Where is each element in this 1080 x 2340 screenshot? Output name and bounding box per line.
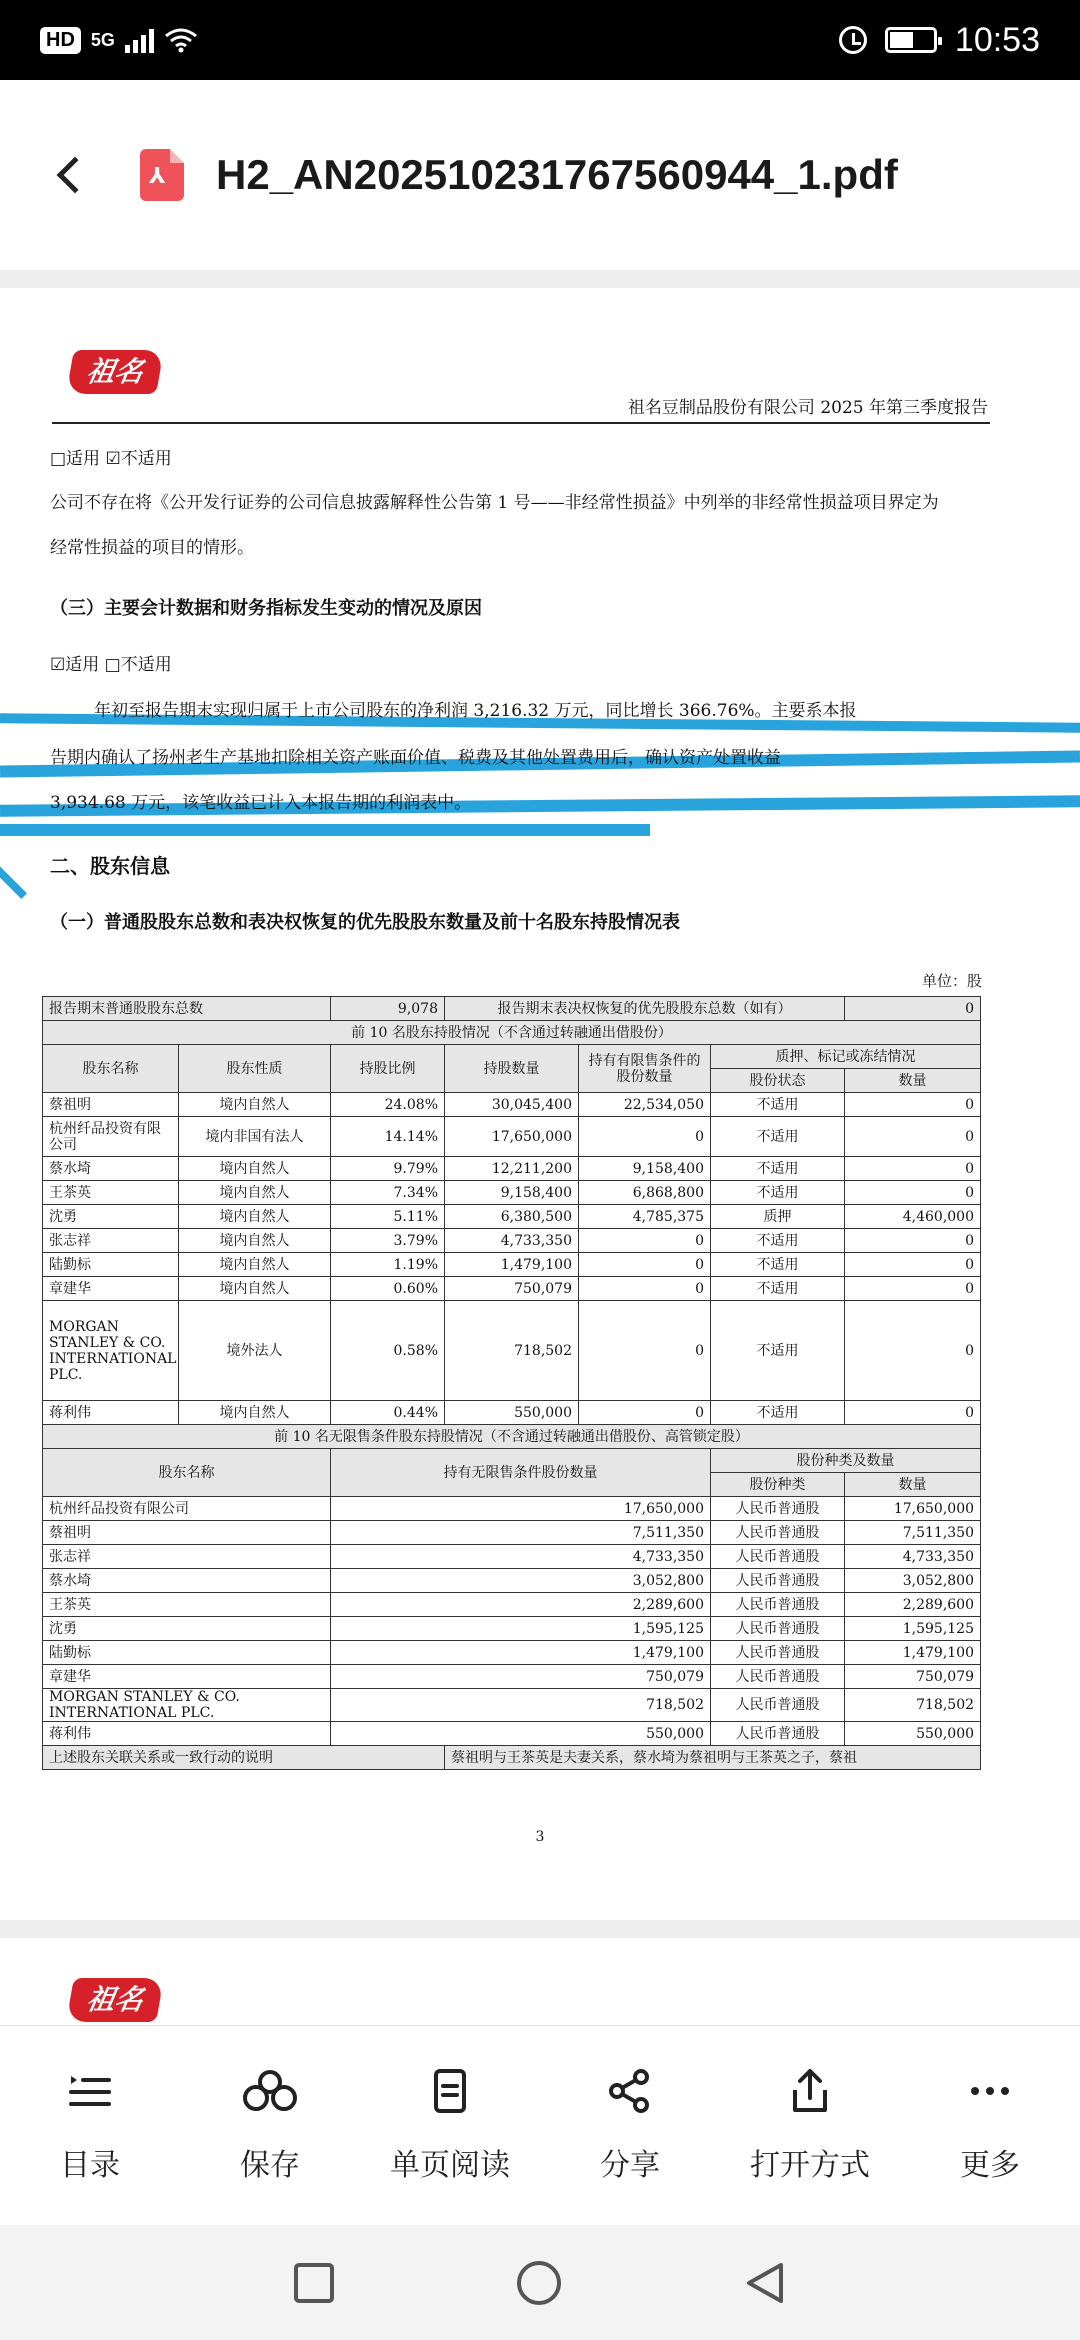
table-row (43, 1722, 981, 1746)
table-cell: 前 10 名无限售条件股东持股情况（不含通过转融通出借股份、高管锁定股） (43, 1425, 981, 1449)
table-cell: 不适用 (711, 1093, 845, 1117)
table-cell: 王茶英 (43, 1593, 331, 1617)
table-cell: 蔡水埼 (43, 1569, 331, 1593)
table-cell: 17,650,000 (331, 1497, 711, 1521)
toolbar-open-with-button[interactable] (720, 2026, 900, 2225)
paragraph-2b: 告期内确认了扬州老生产基地扣除相关资产账面价值、税费及其他处置费用后，确认资产处置收益 (50, 748, 781, 768)
table-cell: 沈勇 (43, 1617, 331, 1641)
table-cell: 蔡水埼 (43, 1157, 179, 1181)
table-row (43, 1425, 981, 1449)
bottom-toolbar (0, 2025, 1080, 2225)
system-navigation-bar (0, 2225, 1080, 2340)
table-cell: 持股比例 (331, 1045, 445, 1093)
status-bar (0, 0, 1080, 80)
table-cell: 1.19% (331, 1253, 445, 1277)
table-cell: 0 (845, 997, 981, 1021)
table-row (43, 1593, 981, 1617)
table-cell: 4,733,350 (845, 1545, 981, 1569)
table-cell: 12,211,200 (445, 1157, 579, 1181)
table-cell: 境内自然人 (179, 1181, 331, 1205)
table-cell: 0 (845, 1093, 981, 1117)
table-cell: 前 10 名股东持股情况（不含通过转融通出借股份） (43, 1021, 981, 1045)
table-cell: 4,460,000 (845, 1205, 981, 1229)
table-cell: 0 (579, 1253, 711, 1277)
table-row (43, 1157, 981, 1181)
toolbar-toc-button[interactable] (0, 2026, 180, 2225)
table-cell: 不适用 (711, 1401, 845, 1425)
table-cell: 张志祥 (43, 1545, 331, 1569)
table-cell: 沈勇 (43, 1205, 179, 1229)
table-cell: 750,079 (845, 1665, 981, 1689)
table-row (43, 1401, 981, 1425)
table-cell: 550,000 (331, 1722, 711, 1746)
table-cell: 不适用 (711, 1253, 845, 1277)
table-cell: 王茶英 (43, 1181, 179, 1205)
table-cell: 14.14% (331, 1117, 445, 1157)
table-cell: 0.44% (331, 1401, 445, 1425)
table-cell: 不适用 (711, 1117, 845, 1157)
table-cell: 0 (845, 1229, 981, 1253)
table-cell: 0.58% (331, 1301, 445, 1401)
table-cell: 3.79% (331, 1229, 445, 1253)
company-logo: 祖名 (66, 350, 164, 394)
table-row (43, 1569, 981, 1593)
back-button[interactable] (0, 105, 140, 245)
table-cell: 人民币普通股 (711, 1617, 845, 1641)
table-cell: 0 (845, 1181, 981, 1205)
toolbar-share-label: 分享 (600, 2147, 660, 2183)
table-cell: 人民币普通股 (711, 1689, 845, 1722)
wifi-icon (164, 27, 198, 53)
recent-apps-icon[interactable] (293, 2262, 335, 2304)
list-icon (67, 2068, 113, 2114)
table-cell: 章建华 (43, 1277, 179, 1301)
table-cell: 24.08% (331, 1093, 445, 1117)
table-cell: 杭州纤品投资有限公司 (43, 1497, 331, 1521)
table-row (43, 1689, 981, 1722)
pdf-file-icon: ⅄ (140, 149, 184, 201)
section-title-shareholders: 二、股东信息 (50, 854, 170, 878)
table-cell: 不适用 (711, 1157, 845, 1181)
table-cell: 陆勤标 (43, 1641, 331, 1665)
battery-icon (885, 27, 937, 53)
table-row (43, 1497, 981, 1521)
table-cell: 3,052,800 (331, 1569, 711, 1593)
page-number: 3 (535, 1829, 545, 1845)
applicable-line-1: □适用 ☑不适用 (50, 449, 172, 469)
table-cell: 持股数量 (445, 1045, 579, 1093)
table-row (43, 1665, 981, 1689)
table-cell: 4,733,350 (445, 1229, 579, 1253)
back-chevron-icon (57, 157, 94, 194)
single-page-icon (427, 2068, 473, 2114)
table-cell: 数量 (845, 1069, 981, 1093)
table-cell: 22,534,050 (579, 1093, 711, 1117)
table-cell: 4,785,375 (579, 1205, 711, 1229)
table-cell: 境内自然人 (179, 1401, 331, 1425)
table-cell: 0 (845, 1117, 981, 1157)
table-cell: 境内自然人 (179, 1157, 331, 1181)
more-icon (967, 2068, 1013, 2114)
table-cell: 报告期末表决权恢复的优先股股东总数（如有） (445, 997, 845, 1021)
table-cell: 报告期末普通股股东总数 (43, 997, 331, 1021)
toolbar-single-page-button[interactable] (360, 2026, 540, 2225)
table-cell: 境内自然人 (179, 1093, 331, 1117)
table-cell: 0 (845, 1157, 981, 1181)
clock: 10:53 (954, 20, 1040, 59)
table-cell: 0 (579, 1301, 711, 1401)
table-row (43, 1746, 981, 1770)
table-cell: 股份种类及数量 (711, 1449, 981, 1473)
table-cell: 550,000 (845, 1722, 981, 1746)
table-cell: 9.79% (331, 1157, 445, 1181)
pdf-viewer[interactable] (0, 270, 1080, 2025)
table-cell: 人民币普通股 (711, 1569, 845, 1593)
table-cell: 境内自然人 (179, 1253, 331, 1277)
table-cell: 5.11% (331, 1205, 445, 1229)
network-type: 5G (90, 30, 115, 50)
table-cell: 蒋利伟 (43, 1401, 179, 1425)
table-cell: 蔡祖明 (43, 1093, 179, 1117)
table-cell: 718,502 (445, 1301, 579, 1401)
company-logo: 祖名 (66, 1978, 164, 2022)
table-cell: 质押、标记或冻结情况 (711, 1045, 981, 1069)
table-cell: 7,511,350 (845, 1521, 981, 1545)
table-cell: 718,502 (331, 1689, 711, 1722)
table-cell: 1,595,125 (845, 1617, 981, 1641)
table-cell: 0 (579, 1117, 711, 1157)
hd-badge: HD (40, 27, 81, 54)
table-cell: 蒋利伟 (43, 1722, 331, 1746)
table-cell: 不适用 (711, 1301, 845, 1401)
report-header-text: 祖名豆制品股份有限公司 2025 年第三季度报告 (627, 398, 988, 418)
paragraph-1a: 公司不存在将《公开发行证券的公司信息披露解释性公告第 1 号——非经常性损益》中列举的非经常性损益项目界定为 (50, 493, 939, 513)
table-cell: MORGAN STANLEY & CO. INTERNATIONAL PLC. (43, 1689, 331, 1722)
table-cell: 9,158,400 (445, 1181, 579, 1205)
table-row (43, 1545, 981, 1569)
table-row (43, 1617, 981, 1641)
paragraph-2a: 年初至报告期末实现归属于上市公司股东的净利润 3,216.32 万元，同比增长 366.76%。主要系本报 (94, 701, 857, 721)
paragraph-2c: 3,934.68 万元，该笔收益已计入本报告期的利润表中。 (50, 793, 472, 813)
table-cell: 持有无限售条件股份数量 (331, 1449, 711, 1497)
table-cell: 人民币普通股 (711, 1497, 845, 1521)
table-cell: 1,479,100 (445, 1253, 579, 1277)
table-cell: 30,045,400 (445, 1093, 579, 1117)
save-cloud-icon (240, 2068, 300, 2114)
table-cell: 持有有限售条件的股份数量 (579, 1045, 711, 1093)
table-cell: 0 (845, 1253, 981, 1277)
table-cell: 境内非国有法人 (179, 1117, 331, 1157)
table-cell: 7,511,350 (331, 1521, 711, 1545)
table-cell: 6,868,800 (579, 1181, 711, 1205)
paragraph-1b: 经常性损益的项目的情形。 (50, 538, 254, 558)
table-cell: 不适用 (711, 1181, 845, 1205)
table-row (43, 1277, 981, 1301)
table-cell: 股东性质 (179, 1045, 331, 1093)
toolbar-open-with-label: 打开方式 (750, 2147, 870, 2183)
table-row (43, 1117, 981, 1157)
table-cell: 不适用 (711, 1277, 845, 1301)
table-cell: 0 (579, 1277, 711, 1301)
table-row (43, 1253, 981, 1277)
highlight-stroke (0, 824, 650, 836)
table-cell: 质押 (711, 1205, 845, 1229)
subsection-title-1: （一）普通股股东总数和表决权恢复的优先股股东数量及前十名股东持股情况表 (50, 912, 680, 933)
table-cell: 股份种类 (711, 1473, 845, 1497)
shareholder-table (42, 996, 981, 1770)
table-cell: 人民币普通股 (711, 1593, 845, 1617)
table-cell: 9,158,400 (579, 1157, 711, 1181)
table-row (43, 1045, 981, 1069)
table-cell: 1,479,100 (331, 1641, 711, 1665)
table-cell: 750,079 (445, 1277, 579, 1301)
table-cell: 2,289,600 (845, 1593, 981, 1617)
table-cell: 1,479,100 (845, 1641, 981, 1665)
table-row (43, 1521, 981, 1545)
table-cell: 人民币普通股 (711, 1665, 845, 1689)
table-row (43, 1449, 981, 1473)
toolbar-more-label: 更多 (960, 2147, 1020, 2183)
table-cell: 0.60% (331, 1277, 445, 1301)
table-cell: 人民币普通股 (711, 1641, 845, 1665)
table-cell: 550,000 (445, 1401, 579, 1425)
table-cell: 境外法人 (179, 1301, 331, 1401)
table-row (43, 1301, 981, 1401)
report-header (52, 390, 990, 424)
table-cell: 股份状态 (711, 1069, 845, 1093)
table-row (43, 1641, 981, 1665)
table-cell: 17,650,000 (445, 1117, 579, 1157)
table-cell: 章建华 (43, 1665, 331, 1689)
pdf-page (0, 288, 1080, 1920)
alarm-icon (839, 26, 867, 54)
file-title: H2_AN202510231767560944_1.pdf (216, 151, 898, 198)
table-cell: 0 (845, 1301, 981, 1401)
table-cell: 蔡祖明与王茶英是夫妻关系，蔡水埼为蔡祖明与王茶英之子，蔡祖 (445, 1746, 981, 1770)
table-cell: 1,595,125 (331, 1617, 711, 1641)
toolbar-single-page-label: 单页阅读 (390, 2147, 510, 2183)
open-with-icon (787, 2068, 833, 2114)
table-cell: 7.34% (331, 1181, 445, 1205)
home-icon[interactable] (515, 2259, 563, 2307)
table-cell: 0 (845, 1401, 981, 1425)
applicable-line-2: ☑适用 □不适用 (50, 655, 172, 675)
table-cell: 人民币普通股 (711, 1722, 845, 1746)
table-row (43, 1205, 981, 1229)
table-cell: 杭州纤品投资有限公司 (43, 1117, 179, 1157)
share-icon (607, 2068, 653, 2114)
table-cell: 陆勤标 (43, 1253, 179, 1277)
table-cell: 上述股东关联关系或一致行动的说明 (43, 1746, 445, 1770)
table-cell: 2,289,600 (331, 1593, 711, 1617)
table-row (43, 1181, 981, 1205)
toolbar-more-button[interactable] (900, 2026, 1080, 2225)
table-cell: 4,733,350 (331, 1545, 711, 1569)
unit-label: 单位：股 (921, 972, 982, 990)
table-cell: 人民币普通股 (711, 1545, 845, 1569)
table-cell: 9,078 (331, 997, 445, 1021)
table-cell: 股东名称 (43, 1045, 179, 1093)
table-cell: 人民币普通股 (711, 1521, 845, 1545)
signal-icon (125, 27, 154, 53)
table-cell: 0 (845, 1277, 981, 1301)
table-row (43, 997, 981, 1021)
table-cell: MORGAN STANLEY & CO. INTERNATIONAL PLC. (43, 1301, 179, 1401)
table-row (43, 1093, 981, 1117)
next-pdf-page (0, 1938, 1080, 2025)
table-cell: 17,650,000 (845, 1497, 981, 1521)
toolbar-save-label: 保存 (240, 2147, 300, 2183)
toolbar-save-button[interactable] (180, 2026, 360, 2225)
table-cell: 蔡祖明 (43, 1521, 331, 1545)
table-row (43, 1229, 981, 1253)
app-header (0, 80, 1080, 270)
table-cell: 0 (579, 1229, 711, 1253)
table-cell: 数量 (845, 1473, 981, 1497)
highlight-stroke (0, 865, 27, 899)
table-cell: 750,079 (331, 1665, 711, 1689)
table-cell: 境内自然人 (179, 1277, 331, 1301)
table-row (43, 1021, 981, 1045)
table-cell: 3,052,800 (845, 1569, 981, 1593)
table-cell: 境内自然人 (179, 1205, 331, 1229)
table-cell: 张志祥 (43, 1229, 179, 1253)
table-cell: 0 (579, 1401, 711, 1425)
section-title-3: （三）主要会计数据和财务指标发生变动的情况及原因 (50, 598, 482, 619)
back-nav-icon[interactable] (743, 2261, 787, 2305)
toolbar-toc-label: 目录 (60, 2147, 120, 2183)
toolbar-share-button[interactable] (540, 2026, 720, 2225)
table-cell: 境内自然人 (179, 1229, 331, 1253)
table-cell: 6,380,500 (445, 1205, 579, 1229)
table-cell: 718,502 (845, 1689, 981, 1722)
table-cell: 股东名称 (43, 1449, 331, 1497)
table-cell: 不适用 (711, 1229, 845, 1253)
